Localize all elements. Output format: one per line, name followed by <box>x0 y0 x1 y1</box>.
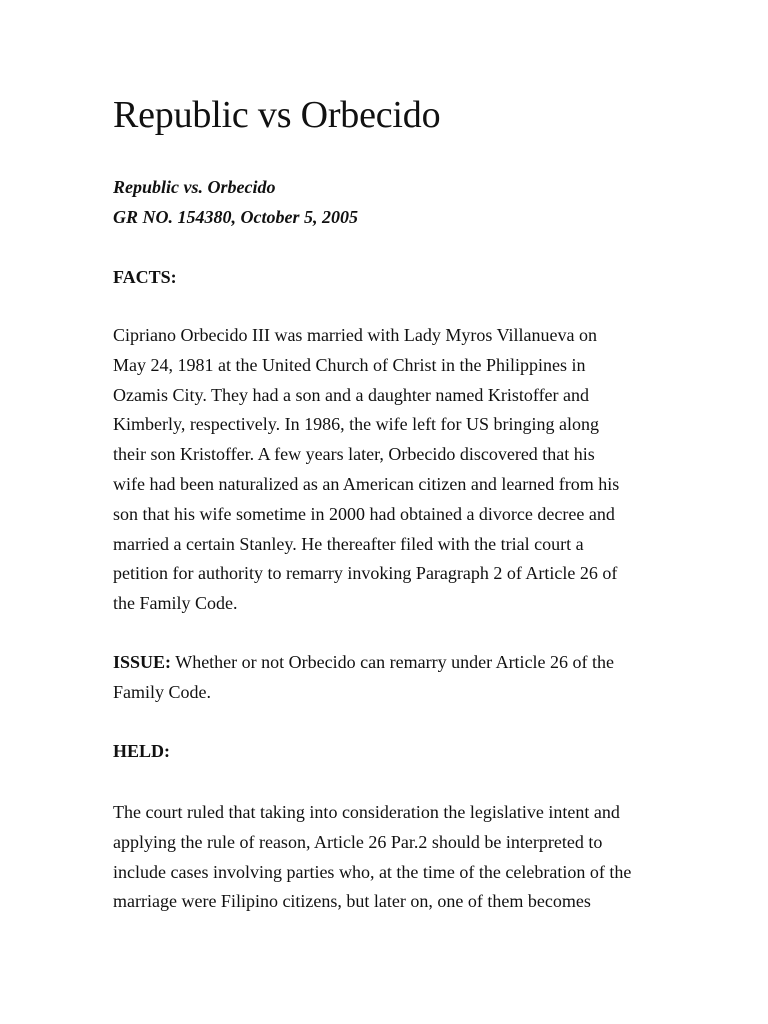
case-number: GR NO. 154380, October 5, 2005 <box>113 207 358 227</box>
document-title: Republic vs Orbecido <box>113 94 441 136</box>
issue-text: Whether or not Orbecido can remarry under Article 26 of the <box>171 652 615 672</box>
held-heading: HELD: <box>113 741 171 761</box>
case-name: Republic vs. Orbecido <box>113 177 276 197</box>
facts-paragraph <box>113 321 673 619</box>
held-line: applying the rule of reason, Article 26 Par.2 should be interpreted to <box>113 831 603 852</box>
issue-line: Family Code. <box>113 681 211 702</box>
facts-line: son that his wife sometime in 2000 had obtained a divorce decree and <box>113 503 615 524</box>
held-line: include cases involving parties who, at the time of the celebration of the <box>113 861 632 882</box>
issue-label: ISSUE: <box>113 652 172 672</box>
issue-line <box>113 648 673 678</box>
facts-line: petition for authority to remarry invoking Paragraph 2 of Article 26 of <box>113 563 618 584</box>
facts-line: Cipriano Orbecido III was married with Lady Myros Villanueva on <box>113 325 597 345</box>
held-line: The court ruled that taking into consideration the legislative intent and <box>113 802 620 822</box>
issue-paragraph <box>113 648 673 708</box>
facts-heading: FACTS: <box>113 267 177 287</box>
facts-line: their son Kristoffer. A few years later, Orbecido discovered that his <box>113 444 595 465</box>
held-line: marriage were Filipino citizens, but later on, one of them becomes <box>113 891 591 912</box>
held-paragraph <box>113 798 673 917</box>
case-citation <box>113 172 358 232</box>
facts-line: Ozamis City. They had a son and a daughter named Kristoffer and <box>113 384 590 405</box>
facts-line: Kimberly, respectively. In 1986, the wife left for US bringing along <box>113 414 600 435</box>
facts-line: wife had been naturalized as an American citizen and learned from his <box>113 473 620 494</box>
facts-line: the Family Code. <box>113 593 238 614</box>
facts-line: married a certain Stanley. He thereafter filed with the trial court a <box>113 533 584 554</box>
facts-line: May 24, 1981 at the United Church of Christ in the Philippines in <box>113 354 586 375</box>
